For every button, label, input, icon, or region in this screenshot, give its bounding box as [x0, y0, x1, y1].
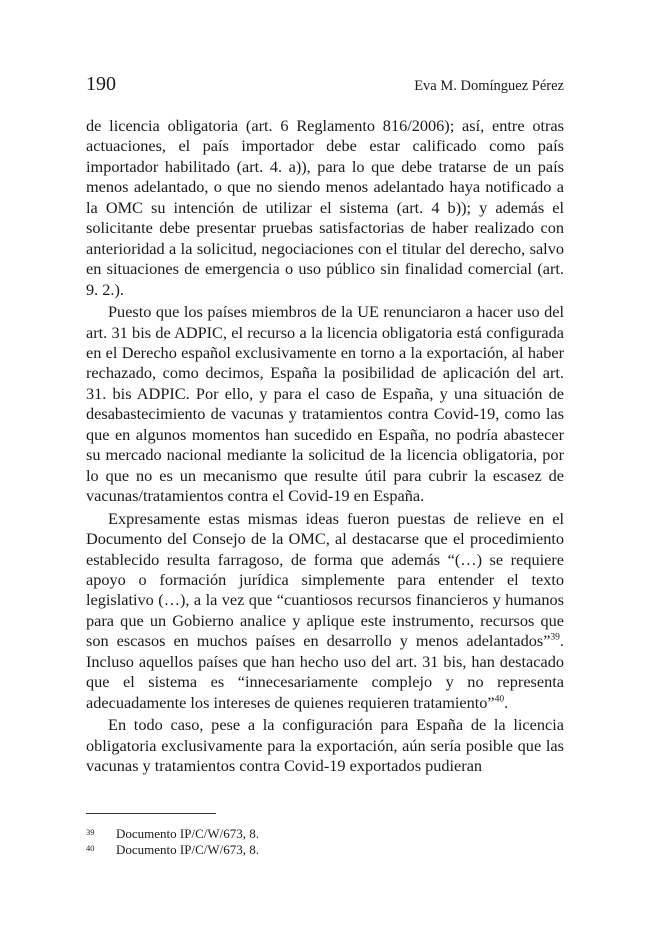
footnote-ref[interactable]: 40 [494, 694, 505, 705]
footnote-ref[interactable]: 39 [550, 632, 560, 643]
paragraph [86, 509, 564, 714]
footnote [86, 842, 564, 858]
page-number: 190 [86, 73, 116, 95]
footnote-rule [86, 813, 216, 814]
paragraph: En todo caso, pese a la configuración para España de la licencia obligatoria exclusivamente para la exportación, aún sería posible que las vacunas y tratamientos contra Covid-19 exportados pudieran [86, 715, 564, 776]
footnote [86, 826, 564, 842]
paragraph-text: . Incluso aquellos países que han hecho uso del art. 31 bis, han destacado que el sistema es “innecesariamente complejo y no representa adecuadamente los intereses de quienes requieren tratamiento” [86, 631, 564, 712]
footnote-number: 40 [86, 843, 95, 853]
footnote-text: Documento IP/C/W/673, 8. [116, 826, 259, 841]
paragraph-text: Expresamente estas mismas ideas fueron puestas de relieve en el Documento del Consejo de la OMC, al destacarse que el procedimiento establecido resulta farragoso, de forma que además “(…) se requiere apoyo o formación jurídica simplemente para entender el texto legislativo (…), a la vez que “cuantiosos recursos financieros y humanos para que un Gobierno analice y aplique este instrumento, recursos que son escasos en muchos países en desarrollo y menos adelantados” [86, 508, 564, 651]
running-head: Eva M. Domínguez Pérez [414, 78, 564, 94]
paragraph-text: . [504, 692, 509, 712]
footnotes [86, 826, 564, 858]
footnote-text: Documento IP/C/W/673, 8. [116, 842, 259, 857]
footnote-number: 39 [86, 827, 95, 837]
body-text [86, 116, 564, 779]
paragraph: de licencia obligatoria (art. 6 Reglamento 816/2006); así, entre otras actuaciones, el país importador debe estar calificado como país importador habilitado (art. 4. a)), para lo que debe tratarse de un país menos adelantado, o que no siendo menos adelantado haya notificado a la OMC su intención de utilizar el sistema (art. 4 b)); y además el solicitante debe presentar pruebas satisfactorias de haber realizado con anterioridad a la solicitud, negociaciones con el titular del derecho, salvo en situaciones de emergencia o uso público sin finalidad comercial (art. 9. 2.). [86, 116, 564, 299]
paragraph: Puesto que los países miembros de la UE renunciaron a hacer uso del art. 31 bis de ADPIC, el recurso a la licencia obligatoria está configurada en el Derecho español exclusivamente en torno a la exportación, al haber rechazado, como decimos, España la posibilidad de aplicación del art. 31. bis ADPIC. Por ello, y para el caso de España, y una situación de desabastecimiento de vacunas y tratamientos contra Covid-19, como las que en algunos momentos han sucedido en España, no podría abastecer su mercado nacional mediante la solicitud de la licencia obligatoria, por lo que no es un mecanismo que resulte útil para cubrir la escasez de vacunas/tratamientos contra el Covid-19 en España. [86, 302, 564, 506]
